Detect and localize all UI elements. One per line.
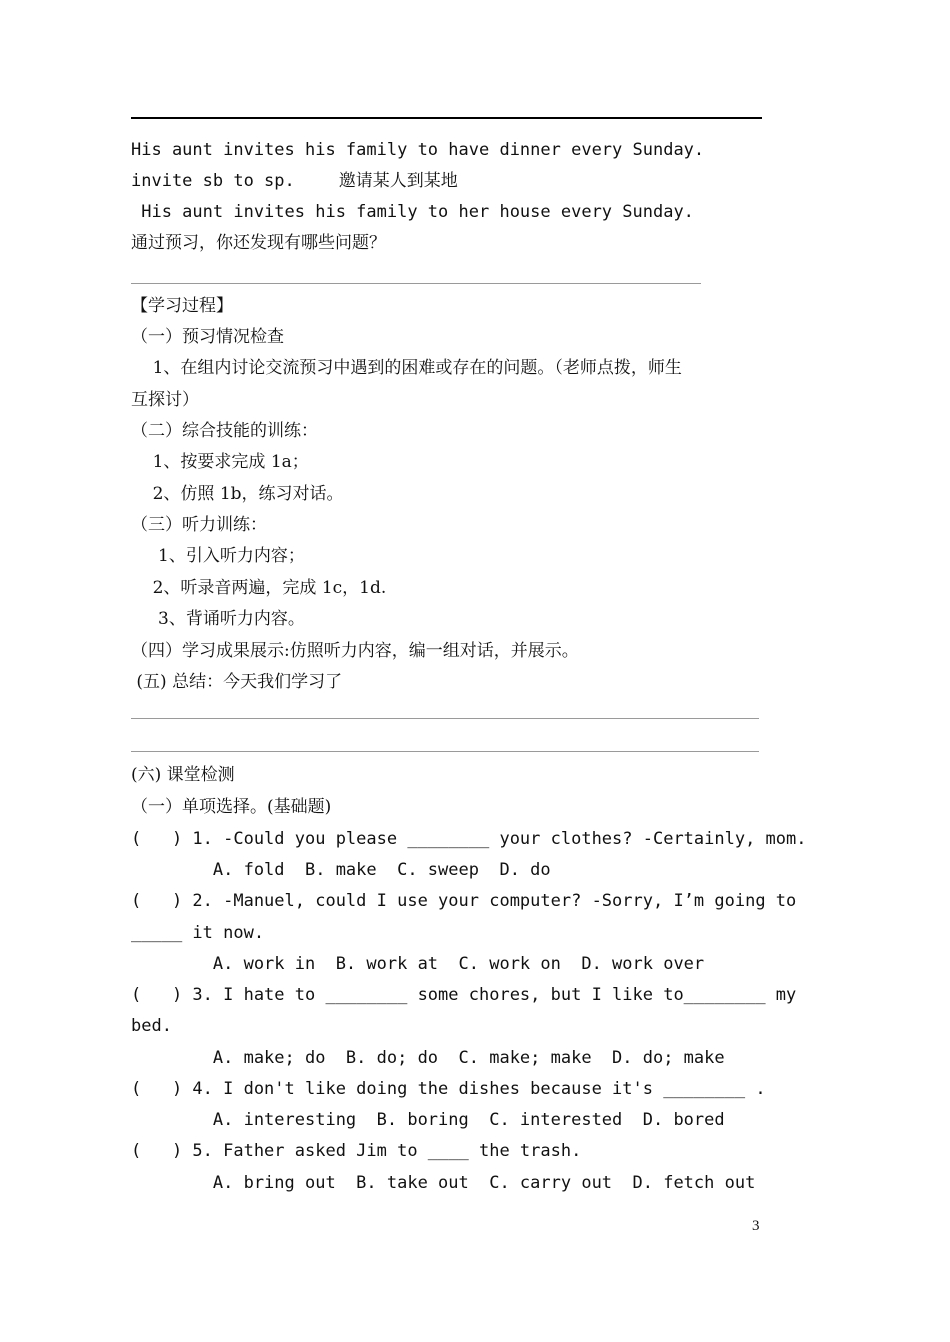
phrase-en: invite sb to sp. — [131, 171, 295, 191]
question-3: ( ) 3. I hate to ________ some chores, but I like to________ my — [131, 985, 797, 1005]
step-4-title: （四）学习成果展示:仿照听力内容，编一组对话，并展示。 — [131, 641, 579, 661]
step-5-title: (五) 总结：今天我们学习了 — [131, 672, 343, 692]
question-2-cont: _____ it now. — [131, 923, 265, 943]
answer-blank-line — [131, 283, 701, 284]
step-3-item-3: 3、背诵听力内容。 — [131, 609, 305, 629]
summary-blank-line-1 — [131, 718, 759, 719]
question-5: ( ) 5. Father asked Jim to ____ the trash. — [131, 1141, 582, 1161]
step-2-item-2: 2、仿照 1b，练习对话。 — [131, 484, 344, 504]
step-3-item-1: 1、引入听力内容； — [131, 546, 305, 566]
preview-question: 通过预习，你还发现有哪些问题？ — [131, 233, 386, 253]
question-4-options: A. interesting B. boring C. interested D. bored — [131, 1110, 725, 1130]
phrase-zh: 邀请某人到某地 — [338, 171, 458, 191]
question-3-cont: bed. — [131, 1016, 172, 1036]
question-3-options: A. make; do B. do; do C. make; make D. do; make — [131, 1048, 725, 1068]
step-3-item-2: 2、听录音两遍，完成 1c，1d. — [131, 578, 387, 598]
step-2-title: （二）综合技能的训练： — [131, 421, 318, 441]
page-number: 3 — [752, 1218, 760, 1234]
step-3-title: （三）听力训练： — [131, 515, 267, 535]
phrase-line — [131, 170, 458, 192]
test-heading: (六) 课堂检测 — [131, 765, 235, 785]
step-2-item-1: 1、按要求完成 1a； — [131, 452, 309, 472]
step-1-item-1-cont: 互探讨） — [131, 390, 199, 410]
test-subheading: （一）单项选择。(基础题) — [131, 797, 332, 817]
question-2-options: A. work in B. work at C. work on D. work over — [131, 954, 705, 974]
top-rule — [131, 117, 762, 119]
section-heading: 【学习过程】 — [131, 296, 233, 316]
example-sentence-2: His aunt invites his family to her house every Sunday. — [131, 202, 694, 222]
step-1-item-1: 1、在组内讨论交流预习中遇到的困难或存在的问题。（老师点拨，师生 — [131, 358, 682, 378]
question-2: ( ) 2. -Manuel, could I use your computer? -Sorry, I’m going to — [131, 891, 797, 911]
example-sentence-1: His aunt invites his family to have dinner every Sunday. — [131, 140, 705, 160]
question-1: ( ) 1. -Could you please ________ your clothes? -Certainly, mom. — [131, 829, 807, 849]
question-1-options: A. fold B. make C. sweep D. do — [131, 860, 551, 880]
summary-blank-line-2 — [131, 751, 759, 752]
question-5-options: A. bring out B. take out C. carry out D. fetch out — [131, 1173, 756, 1193]
question-4: ( ) 4. I don't like doing the dishes because it's ________ . — [131, 1079, 766, 1099]
step-1-title: （一）预习情况检查 — [131, 327, 284, 347]
